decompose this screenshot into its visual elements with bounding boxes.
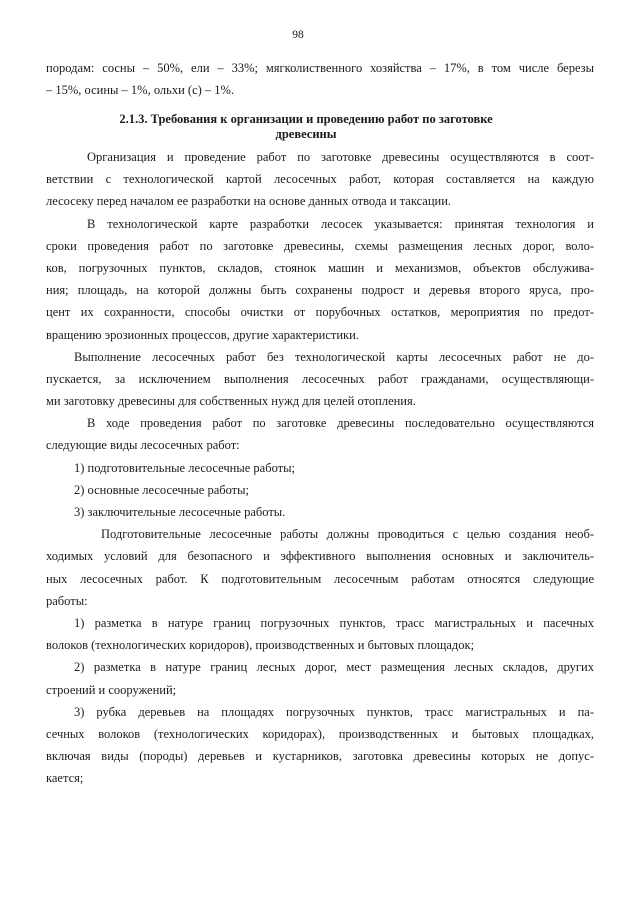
list-item: 1) подготовительные лесосечные работы; bbox=[74, 460, 295, 475]
text-line: работы: bbox=[46, 593, 88, 608]
text-line: следующие виды лесосечных работ: bbox=[46, 438, 240, 453]
list-item: 2) основные лесосечные работы; bbox=[74, 482, 250, 497]
work-types-list bbox=[46, 457, 594, 524]
text-line: В ходе проведения работ по заготовке древесины последовательно осуществляются bbox=[87, 416, 594, 431]
text-line: ков, погрузочных пунктов, складов, стоянок машин и механизмов, объектов обслужива- bbox=[46, 260, 594, 275]
paragraph bbox=[46, 523, 594, 612]
heading-line: древесины bbox=[275, 127, 337, 141]
text-line: ветствии с технологической картой лесосечных работ, которая составляется на каждую bbox=[46, 172, 594, 187]
list-item bbox=[46, 656, 594, 700]
paragraph bbox=[46, 412, 594, 456]
paragraph bbox=[46, 146, 594, 213]
text-line: В технологической карте разработки лесосек указывается: принятая технология и bbox=[87, 216, 594, 231]
text-line: волоков (технологических коридоров), производственных и бытовых площадок; bbox=[46, 638, 475, 653]
text-line: 1) разметка в натуре границ погрузочных пунктов, трасс магистральных и пасечных bbox=[74, 615, 594, 630]
text-line: вращению эрозионных процессов, другие характеристики. bbox=[46, 327, 359, 342]
text-line: 3) рубка деревьев на площадях погрузочных пунктов, трасс магистральных и па- bbox=[74, 704, 594, 719]
text-line: ходимых условий для безопасного и эффективного выполнения основных и заключитель- bbox=[46, 549, 594, 564]
section-body bbox=[46, 146, 594, 789]
text-line: Подготовительные лесосечные работы должны проводиться с целью создания необ- bbox=[101, 527, 594, 542]
text-line: Организация и проведение работ по заготовке древесины осуществляются в соот- bbox=[87, 150, 594, 164]
text-line: строений и сооружений; bbox=[46, 682, 177, 697]
text-line: – 15%, осины – 1%, ольхи (с) – 1%. bbox=[46, 83, 235, 98]
text-line: лесосеку перед началом ее разработки на основе данных отвода и таксации. bbox=[46, 194, 452, 209]
text-line: пускается, за исключением выполнения лесосечных работ гражданами, осуществляющи- bbox=[46, 371, 594, 386]
text-line: породам: сосны – 50%, ели – 33%; мягколиственного хозяйства – 17%, в том числе березы bbox=[46, 61, 594, 75]
text-line: сроки проведения работ по заготовке древесины, схемы размещения лесных дорог, воло- bbox=[46, 238, 594, 253]
text-line: ми заготовку древесины для собственных нужд для целей отопления. bbox=[46, 394, 416, 409]
text-line: сечных волоков (технологических коридорах), производственных и бытовых площадках, bbox=[46, 726, 594, 741]
text-line: ных лесосечных работ. К подготовительным лесосечным работам относятся следующие bbox=[46, 571, 594, 586]
text-line: кается; bbox=[46, 771, 84, 786]
heading-line: 2.1.3. Требования к организации и проведению работ по заготовке bbox=[119, 112, 493, 126]
paragraph bbox=[46, 346, 594, 413]
list-item bbox=[46, 612, 594, 656]
intro-paragraph bbox=[46, 57, 594, 101]
list-item bbox=[46, 701, 594, 790]
list-item: 3) заключительные лесосечные работы. bbox=[74, 505, 286, 519]
text-line: ния; площадь, на которой должны быть сохранены подрост и деревья второго яруса, про- bbox=[46, 283, 594, 298]
text-line: цент их сохранности, способы очистки от порубочных остатков, мероприятия по предот- bbox=[46, 305, 594, 320]
text-line: включая виды (породы) деревьев и кустарников, заготовка древесины которых не допус- bbox=[46, 749, 594, 764]
paragraph bbox=[46, 213, 594, 346]
text-line: Выполнение лесосечных работ без технологической карты лесосечных работ не до- bbox=[74, 349, 594, 364]
page-number: 98 bbox=[292, 29, 304, 41]
text-line: 2) разметка в натуре границ лесных дорог, мест размещения лесных складов, других bbox=[74, 660, 594, 675]
section-heading bbox=[46, 112, 566, 142]
